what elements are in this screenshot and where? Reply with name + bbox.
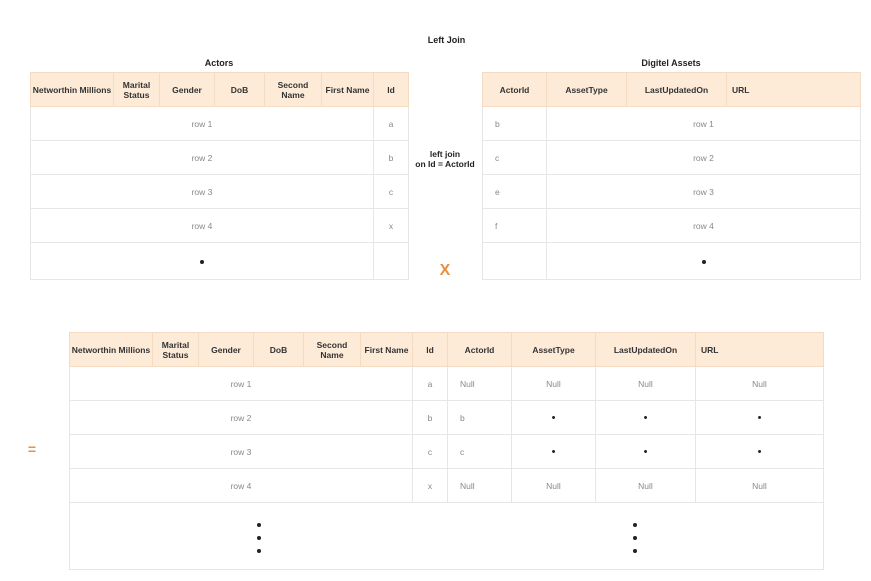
assets-row-actor-id: b	[483, 107, 547, 141]
actors-row-id: a	[374, 107, 409, 141]
empty-cell	[483, 243, 547, 280]
result-row-label: row 2	[70, 401, 413, 435]
result-row-actor-id: Null	[448, 469, 512, 503]
actors-row-label: row 3	[31, 175, 374, 209]
actors-header-dob: DoB	[215, 73, 265, 107]
ellipsis-cell	[31, 243, 374, 280]
assets-row-actor-id: c	[483, 141, 547, 175]
ellipsis-dot-icon	[702, 260, 706, 264]
result-row-url: Null	[696, 367, 824, 401]
join-on-text: on Id = ActorId	[415, 159, 475, 169]
result-header-marital-status: Marital Status	[153, 333, 199, 367]
table-row-ellipsis	[70, 503, 824, 570]
result-header-last-updated: LastUpdatedOn	[596, 333, 696, 367]
table-row	[31, 141, 409, 175]
assets-table	[482, 72, 861, 280]
actors-row-label: row 4	[31, 209, 374, 243]
table-row	[31, 175, 409, 209]
assets-row-actor-id: f	[483, 209, 547, 243]
actors-header-marital-status: Marital Status	[114, 73, 160, 107]
actors-header-gender: Gender	[160, 73, 215, 107]
result-row-asset-type: •	[512, 401, 596, 435]
result-row-label: row 3	[70, 435, 413, 469]
table-row	[70, 401, 824, 435]
actors-row-id: c	[374, 175, 409, 209]
result-header-second-name: Second Name	[304, 333, 361, 367]
ellipsis-cell-left	[70, 503, 448, 570]
result-row-actor-id: Null	[448, 367, 512, 401]
assets-row-label: row 2	[547, 141, 861, 175]
actors-row-label: row 2	[31, 141, 374, 175]
result-row-id: x	[413, 469, 448, 503]
result-row-label: row 4	[70, 469, 413, 503]
result-row-url: •	[696, 401, 824, 435]
table-row	[483, 175, 861, 209]
actors-row-id: x	[374, 209, 409, 243]
actors-table	[30, 72, 409, 280]
assets-row-label: row 1	[547, 107, 861, 141]
result-row-last-updated: •	[596, 435, 696, 469]
assets-row-label: row 4	[547, 209, 861, 243]
join-type-text: left join	[429, 149, 461, 159]
actors-row-label: row 1	[31, 107, 374, 141]
ellipsis-cell	[547, 243, 861, 280]
vertical-ellipsis-icon	[257, 520, 261, 553]
result-row-actor-id: b	[448, 401, 512, 435]
result-header-actor-id: ActorId	[448, 333, 512, 367]
result-row-asset-type: •	[512, 435, 596, 469]
assets-header-url: URL	[727, 73, 861, 107]
ellipsis-cell-right	[448, 503, 824, 570]
table-row	[70, 367, 824, 401]
actors-row-id: b	[374, 141, 409, 175]
result-row-last-updated: •	[596, 401, 696, 435]
table-row	[483, 141, 861, 175]
assets-header-last-updated: LastUpdatedOn	[627, 73, 727, 107]
equals-symbol: =	[27, 441, 37, 457]
result-row-asset-type: Null	[512, 469, 596, 503]
result-row-actor-id: c	[448, 435, 512, 469]
table-row-ellipsis	[31, 243, 409, 280]
table-row	[483, 107, 861, 141]
result-row-last-updated: Null	[596, 367, 696, 401]
result-header-asset-type: AssetType	[512, 333, 596, 367]
table-row	[70, 435, 824, 469]
result-header-networth: Networthin Millions	[70, 333, 153, 367]
result-header-dob: DoB	[254, 333, 304, 367]
actors-table-title: Actors	[204, 58, 234, 68]
table-row	[70, 469, 824, 503]
actors-header-first-name: First Name	[322, 73, 374, 107]
result-table	[69, 332, 824, 570]
assets-table-title: Digitel Assets	[641, 58, 701, 68]
result-row-id: c	[413, 435, 448, 469]
actors-header-id: Id	[374, 73, 409, 107]
cross-symbol: X	[439, 262, 451, 279]
result-header-first-name: First Name	[361, 333, 413, 367]
assets-header-actor-id: ActorId	[483, 73, 547, 107]
actors-header-networth: Networthin Millions	[31, 73, 114, 107]
assets-header-asset-type: AssetType	[547, 73, 627, 107]
result-row-id: b	[413, 401, 448, 435]
diagram-title: Left Join	[427, 35, 466, 45]
actors-header-second-name: Second Name	[265, 73, 322, 107]
result-row-url: •	[696, 435, 824, 469]
result-header-url: URL	[696, 333, 824, 367]
table-row-ellipsis	[483, 243, 861, 280]
join-condition-label	[408, 149, 482, 169]
assets-header-row	[483, 73, 861, 107]
ellipsis-dot-icon	[200, 260, 204, 264]
table-row	[483, 209, 861, 243]
table-row	[31, 107, 409, 141]
assets-row-label: row 3	[547, 175, 861, 209]
result-row-asset-type: Null	[512, 367, 596, 401]
actors-header-row	[31, 73, 409, 107]
result-header-row	[70, 333, 824, 367]
result-row-id: a	[413, 367, 448, 401]
assets-row-actor-id: e	[483, 175, 547, 209]
empty-cell	[374, 243, 409, 280]
result-header-id: Id	[413, 333, 448, 367]
result-row-url: Null	[696, 469, 824, 503]
table-row	[31, 209, 409, 243]
result-row-label: row 1	[70, 367, 413, 401]
result-row-last-updated: Null	[596, 469, 696, 503]
vertical-ellipsis-icon	[633, 520, 637, 553]
result-header-gender: Gender	[199, 333, 254, 367]
